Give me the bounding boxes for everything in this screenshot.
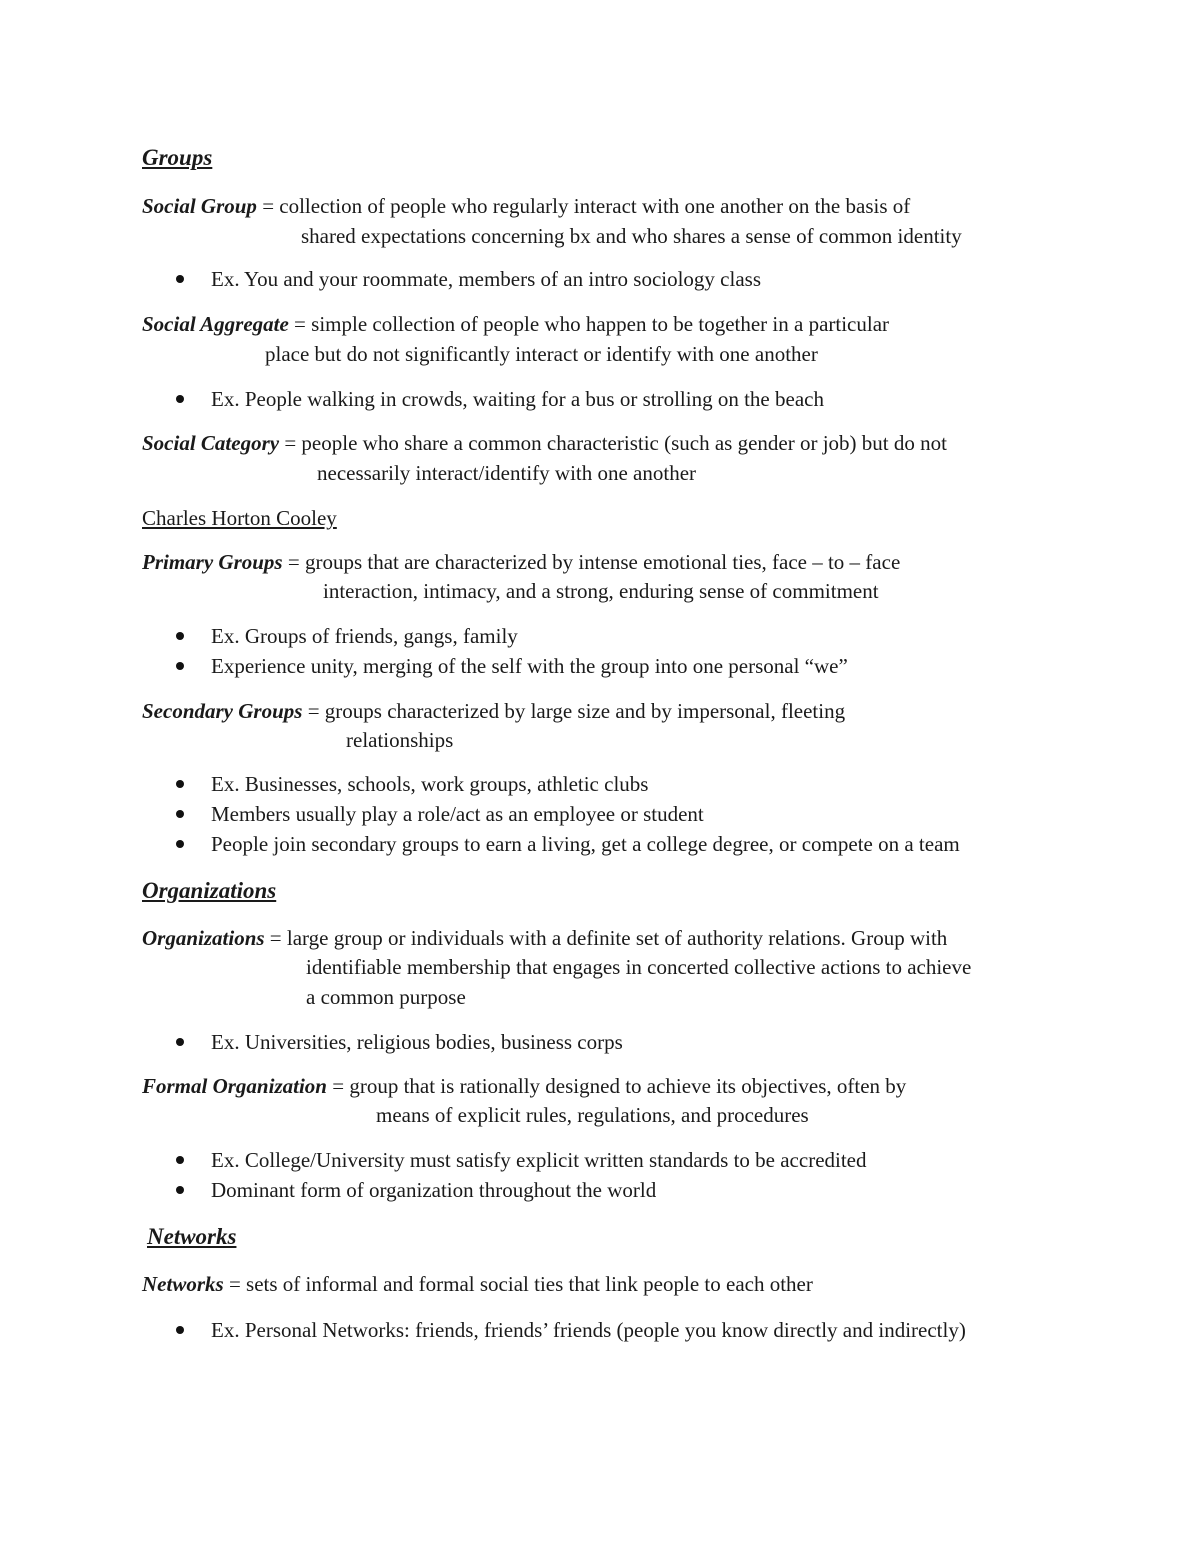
organizations-heading: Organizations bbox=[142, 878, 277, 903]
list-item: Ex. You and your roommate, members of an intro sociology class bbox=[211, 264, 761, 294]
social-category-definition bbox=[142, 428, 947, 458]
social-category-term: Social Category bbox=[142, 431, 280, 455]
list-item: Ex. Businesses, schools, work groups, athletic clubs bbox=[211, 769, 648, 799]
secondary-groups-def-line1: = groups characterized by large size and by impersonal, fleeting bbox=[302, 699, 846, 723]
list-item: Ex. College/University must satisfy explicit written standards to be accredited bbox=[211, 1145, 867, 1175]
networks-term: Networks bbox=[142, 1272, 224, 1296]
secondary-groups-definition bbox=[142, 696, 845, 726]
list-item: Ex. Universities, religious bodies, business corps bbox=[211, 1027, 623, 1057]
social-aggregate-def-line2: place but do not significantly interact or identify with one another bbox=[265, 342, 818, 366]
social-aggregate-def-line1: = simple collection of people who happen to be together in a particular bbox=[288, 312, 890, 336]
formal-organization-definition bbox=[142, 1071, 906, 1101]
social-group-term: Social Group bbox=[142, 194, 257, 218]
primary-groups-definition bbox=[142, 547, 900, 577]
networks-def-line1: = sets of informal and formal social ties that link people to each other bbox=[223, 1272, 813, 1296]
organizations-definition bbox=[142, 923, 947, 953]
social-category-def-line1: = people who share a common characteristic (such as gender or job) but do not bbox=[279, 431, 947, 455]
groups-heading: Groups bbox=[142, 145, 213, 170]
social-aggregate-term: Social Aggregate bbox=[142, 312, 289, 336]
networks-heading: Networks bbox=[147, 1224, 237, 1249]
formal-organization-def-line1: = group that is rationally designed to achieve its objectives, often by bbox=[326, 1074, 907, 1098]
organizations-def-line1: = large group or individuals with a definite set of authority relations. Group with bbox=[264, 926, 948, 950]
list-item: Dominant form of organization throughout the world bbox=[211, 1175, 656, 1205]
formal-organization-def-line2: means of explicit rules, regulations, and procedures bbox=[376, 1103, 809, 1127]
primary-groups-term: Primary Groups bbox=[142, 550, 283, 574]
social-group-definition bbox=[142, 191, 910, 221]
primary-groups-def-line1: = groups that are characterized by intense emotional ties, face – to – face bbox=[282, 550, 901, 574]
organizations-def-line3: a common purpose bbox=[306, 985, 466, 1009]
formal-organization-term: Formal Organization bbox=[142, 1074, 327, 1098]
social-group-def-line2: shared expectations concerning bx and who shares a sense of common identity bbox=[301, 224, 962, 248]
networks-definition bbox=[142, 1269, 813, 1299]
social-aggregate-definition bbox=[142, 309, 889, 339]
organizations-term: Organizations bbox=[142, 926, 265, 950]
organizations-def-line2: identifiable membership that engages in concerted collective actions to achieve bbox=[306, 955, 972, 979]
list-item: Ex. People walking in crowds, waiting for a bus or strolling on the beach bbox=[211, 384, 824, 414]
social-category-def-line2: necessarily interact/identify with one another bbox=[317, 461, 697, 485]
list-item: People join secondary groups to earn a living, get a college degree, or compete on a team bbox=[211, 829, 960, 859]
list-item: Members usually play a role/act as an employee or student bbox=[211, 799, 704, 829]
secondary-groups-term: Secondary Groups bbox=[142, 699, 303, 723]
list-item: Ex. Groups of friends, gangs, family bbox=[211, 621, 518, 651]
list-item: Ex. Personal Networks: friends, friends’ friends (people you know directly and indirectly) bbox=[211, 1315, 966, 1345]
secondary-groups-def-line2: relationships bbox=[346, 728, 454, 752]
list-item: Experience unity, merging of the self with the group into one personal “we” bbox=[211, 651, 848, 681]
social-group-def-line1: = collection of people who regularly interact with one another on the basis of bbox=[256, 194, 911, 218]
author-name: Charles Horton Cooley bbox=[142, 506, 337, 530]
primary-groups-def-line2: interaction, intimacy, and a strong, enduring sense of commitment bbox=[323, 579, 879, 603]
